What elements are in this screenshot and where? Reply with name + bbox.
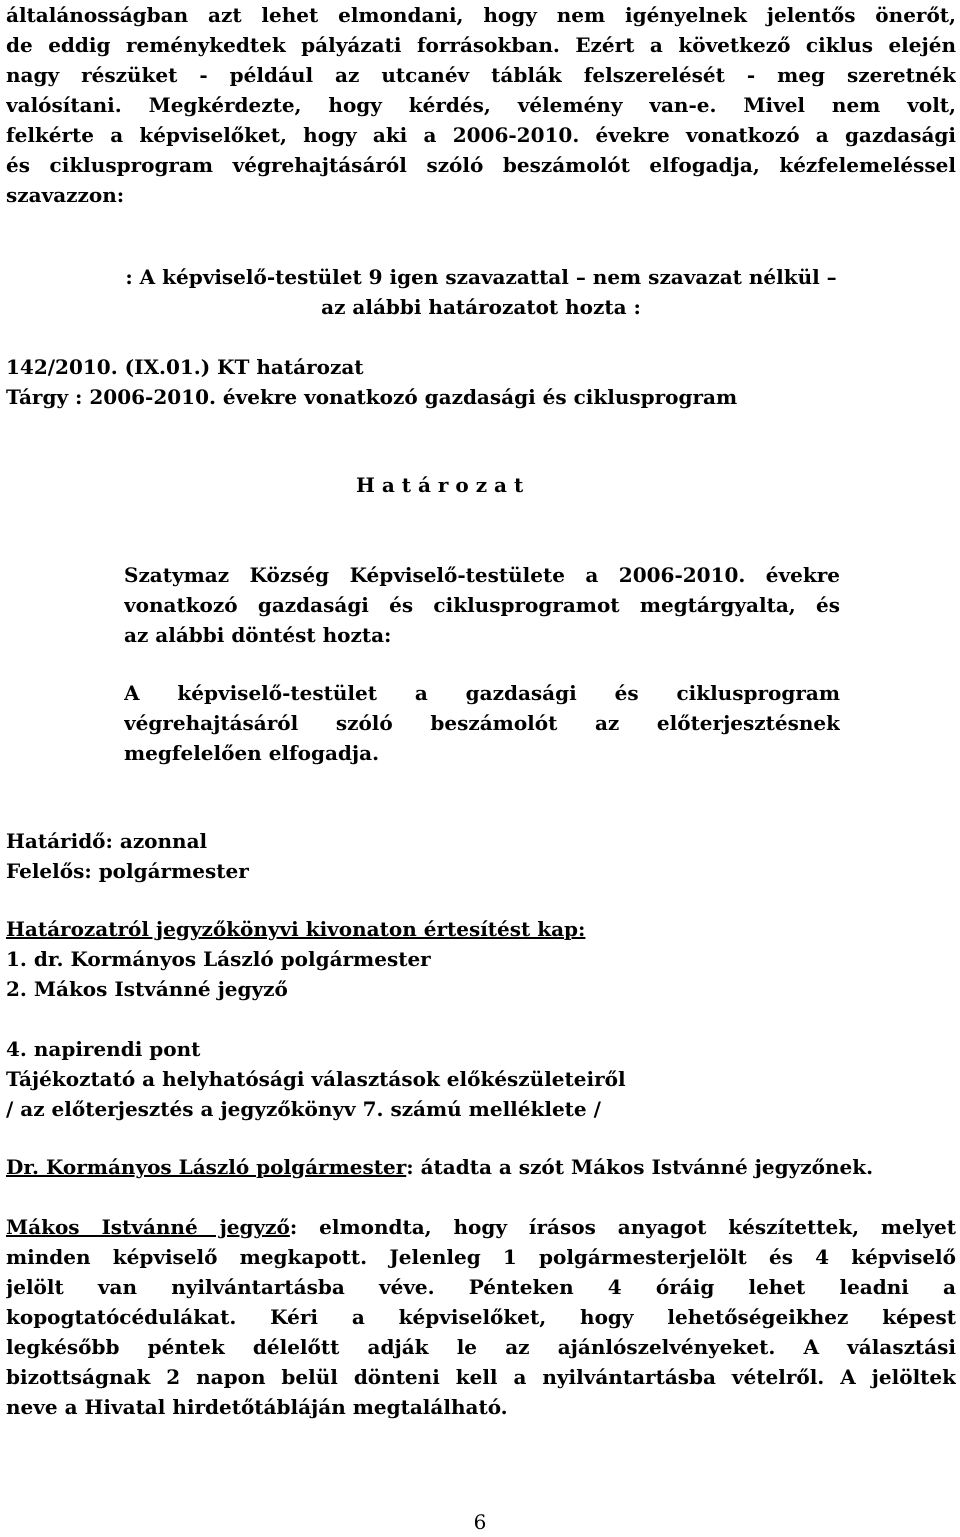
mayor-text: : átadta a szót Mákos Istvánné jegyzőnek. bbox=[406, 1155, 874, 1179]
vote-line-1: : A képviselő-testület 9 igen szavazattal – nem szavazat nélkül – bbox=[125, 265, 837, 289]
responsible: Felelős: polgármester bbox=[6, 859, 249, 883]
intro-last-line: szavazzon: bbox=[6, 183, 125, 207]
mayor-speaker: Dr. Kormányos László polgármester bbox=[6, 1155, 407, 1179]
agenda-attachment: / az előterjesztés a jegyzőkönyv 7. számú melléklete / bbox=[6, 1097, 601, 1121]
agenda-number: 4. napirendi pont bbox=[6, 1037, 201, 1061]
vote-result bbox=[6, 262, 956, 322]
intro-line-5: felkérte a képviselőket, hogy aki a 2006-2010. évekre vonatkozó a gazdasági bbox=[6, 123, 956, 147]
intro-line-4: valósítani. Megkérdezte, hogy kérdés, vélemény van-e. Mivel nem volt, bbox=[6, 93, 956, 117]
intro-line-2: de eddig reménykedtek pályázati forrásokban. Ezért a következő ciklus elején bbox=[6, 33, 956, 57]
notary-line-4: kopogtatócédulákat. Kéri a képviselőket, hogy lehetőségeikhez képest bbox=[6, 1305, 956, 1329]
resolution-subject: Tárgy : 2006-2010. évekre vonatkozó gazdasági és ciklusprogram bbox=[6, 385, 738, 409]
intro-paragraph bbox=[6, 0, 956, 210]
resolution-body-1-last: az alábbi döntést hozta: bbox=[124, 623, 392, 647]
resolution-body-2-last: megfelelően elfogadja. bbox=[124, 741, 380, 765]
resolution-header bbox=[6, 352, 956, 412]
intro-line-3: nagy részüket - például az utcanév táblák felszerelését - meg szeretnék bbox=[6, 63, 956, 87]
agenda-title: Tájékoztató a helyhatósági választások előkészületeiről bbox=[6, 1067, 626, 1091]
intro-line-6: és ciklusprogram végrehajtásáról szóló beszámolót elfogadja, kézfelemeléssel bbox=[6, 153, 956, 177]
notary-last-line: neve a Hivatal hirdetőtábláján megtalálható. bbox=[6, 1395, 508, 1419]
resolution-body-1 bbox=[124, 560, 840, 650]
vote-line-2: az alábbi határozatot hozta : bbox=[321, 295, 641, 319]
notary-line-3: jelölt van nyilvántartásba véve. Pénteken 4 óráig lehet leadni a bbox=[6, 1275, 956, 1299]
resolution-body-1-line-1: Szatymaz Község Képviselő-testülete a 2006-2010. évekre bbox=[124, 563, 840, 587]
agenda-item bbox=[6, 1034, 956, 1124]
mayor-statement-line bbox=[6, 1152, 956, 1182]
deadline: Határidő: azonnal bbox=[6, 829, 208, 853]
notary-first-line bbox=[6, 1212, 956, 1242]
intro-line-1: általánosságban azt lehet elmondani, hogy nem igényelnek jelentős önerőt, bbox=[6, 3, 956, 27]
notification-item-1: 1. dr. Kormányos László polgármester bbox=[6, 947, 431, 971]
notification-heading: Határozatról jegyzőkönyvi kivonaton értesítést kap: bbox=[6, 917, 586, 941]
resolution-body-1-line-2: vonatkozó gazdasági és ciklusprogramot megtárgyalta, és bbox=[124, 593, 840, 617]
resolution-body-2 bbox=[124, 678, 840, 768]
resolution-number: 142/2010. (IX.01.) KT határozat bbox=[6, 355, 364, 379]
notary-line-6: bizottságnak 2 napon belül dönteni kell a nyilvántartásba vételről. A jelöltek bbox=[6, 1365, 956, 1389]
notification-list bbox=[6, 914, 956, 1004]
notification-item-2: 2. Mákos Istvánné jegyző bbox=[6, 977, 288, 1001]
resolution-body-2-line-2: végrehajtásáról szóló beszámolót az előterjesztésnek bbox=[124, 711, 840, 735]
resolution-heading-block bbox=[356, 470, 756, 500]
notary-line-5: legkésőbb péntek délelőtt adják le az ajánlószelvényeket. A választási bbox=[6, 1335, 956, 1359]
notary-line-2: minden képviselő megkapott. Jelenleg 1 polgármesterjelölt és 4 képviselő bbox=[6, 1245, 956, 1269]
resolution-heading: H a t á r o z a t bbox=[356, 473, 524, 497]
mayor-statement bbox=[6, 1152, 956, 1182]
notary-statement bbox=[6, 1212, 956, 1422]
notary-speaker: Mákos Istvánné jegyző bbox=[6, 1215, 290, 1239]
deadline-responsible bbox=[6, 826, 956, 886]
page-number: 6 bbox=[473, 1510, 487, 1534]
resolution-body-2-line-1: A képviselő-testület a gazdasági és ciklusprogram bbox=[124, 681, 840, 705]
notary-first-rest: : elmondta, hogy írásos anyagot készítettek, melyet bbox=[289, 1215, 956, 1239]
